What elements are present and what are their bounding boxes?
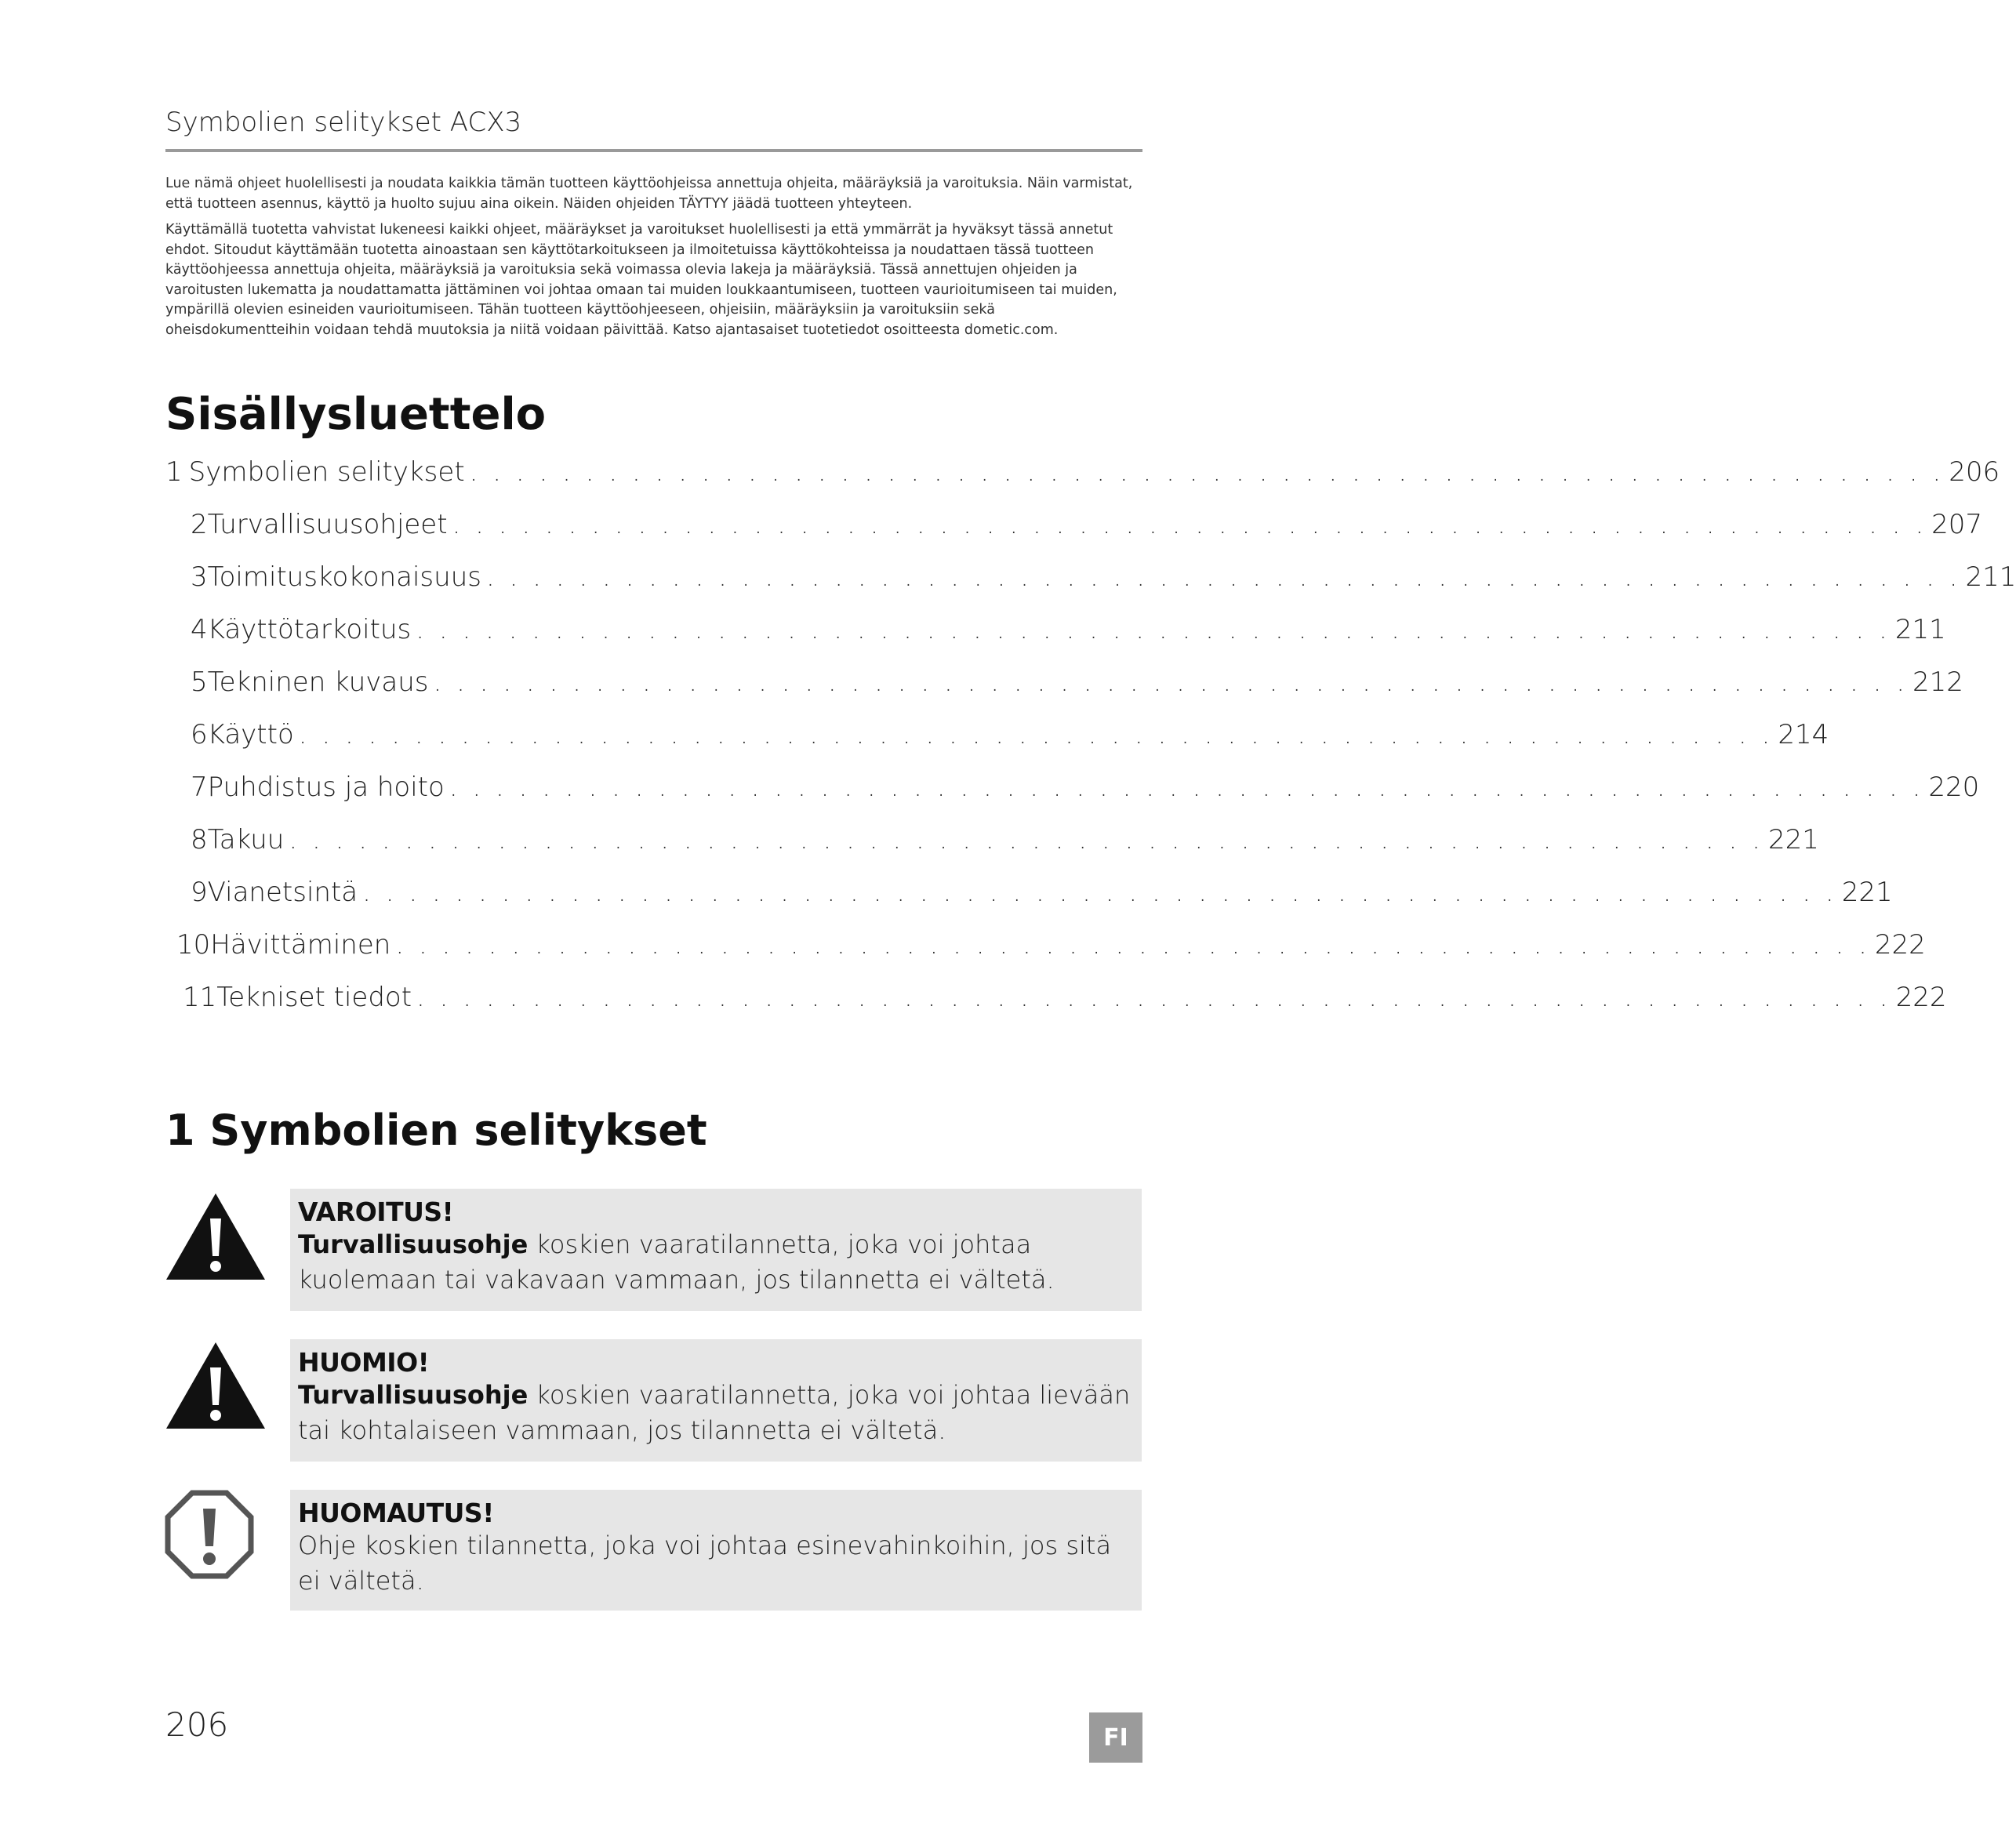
toc-leader-dots: . . . . . . . . . . . . . . . . . . . . . . . . . . . . . . . . . . . . . . . . . . . . . . . . . . . . . . . . . . . . . . . . (395, 929, 1870, 961)
toc-entry-label: Takuu (207, 824, 285, 855)
toc-entry-page: 222 (1874, 929, 1926, 961)
notice-bold-lead: Turvallisuusohje (298, 1380, 529, 1410)
notice-title: HUOMIO! (298, 1347, 430, 1378)
toc-entry-label: Tekninen kuvaus (207, 666, 429, 698)
notice-body: koskien vaaratilannetta, joka voi johtaa lievään tai kohtalaiseen vammaan, jos tilannetta ei vältetä. (298, 1380, 1131, 1445)
toc-entry-page: 211 (1965, 561, 2016, 593)
toc-entry-label: Vianetsintä (207, 877, 358, 908)
toc-leader-dots: . . . . . . . . . . . . . . . . . . . . . . . . . . . . . . . . . . . . . . . . . . . . . . . . . . . . . . . . . . . . . . . . (485, 561, 1961, 593)
toc-leader-dots: . . . . . . . . . . . . . . . . . . . . . . . . . . . . . . . . . . . . . . . . . . . . . . . . . . . . . . . . . . . . . . . . (433, 666, 1909, 698)
toc-leader-dots: . . . . . . . . . . . . . . . . . . . . . . . . . . . . . . . . . . . . . . . . . . . . . . . . . . . . . . . . . . . . . . . . (362, 877, 1837, 908)
toc-entry-label: Turvallisuusohjeet (207, 509, 448, 540)
toc-leader-dots: . . . . . . . . . . . . . . . . . . . . . . . . . . . . . . . . . . . . . . . . . . . . . . . . . . . . . . . . . . . . . . . . (289, 824, 1764, 855)
toc-entry-page: 214 (1778, 719, 1829, 750)
toc-entry[interactable] (165, 456, 2000, 500)
warning-triangle-icon (165, 1192, 267, 1281)
toc-entry[interactable] (165, 666, 1963, 710)
toc-title: Sisällysluettelo (165, 389, 547, 440)
intro-text (165, 174, 1142, 347)
toc-entry[interactable] (165, 929, 1926, 973)
notice-text: Ohje koskien tilannetta, joka voi johtaa esinevahinkoihin, jos sitä ei vältetä. (298, 1531, 1112, 1596)
toc-entry-number: 9 (191, 877, 208, 908)
toc-entry-number: 2 (191, 509, 208, 540)
page-number: 206 (165, 1705, 229, 1744)
toc-entry[interactable] (165, 982, 1947, 1026)
toc-leader-dots: . . . . . . . . . . . . . . . . . . . . . . . . . . . . . . . . . . . . . . . . . . . . . . . . . . . . . . . . . . . . . . . . (298, 719, 1774, 750)
intro-paragraph: Käyttämällä tuotetta vahvistat lukeneesi kaikki ohjeet, määräykset ja varoitukset huolellisesti ja että ymmärrät ja hyväksyt tässä annetut ehdot. Sitoudut käyttämään tuotetta ainoastaan sen käyttötarkoitukseen ja ilmoitetuissa käyttökohteissa ja noudattaen tässä tuotteen käyttöohjeessa annettuja ohjeita, määräyksiä ja varoituksia sekä voimassa olevia lakeja ja määräyksiä. Tässä annettujen ohjeiden ja varoitusten lukematta ja noudattamatta jättäminen voi johtaa omaan tai muiden loukkaantumiseen, tuotteen vaurioitumiseen tai muiden, ympärillä olevien esineiden vaurioitumiseen. Tähän tuotteen käyttöohjeeseen, ohjeisiin, määräyksiin ja varoituksiin sekä oheisdokumentteihin voidaan tehdä muutoksia ja niitä voidaan päivittää. Katso ajantasaiset tuotetiedot osoitteesta dometic.com. (165, 222, 1117, 338)
warning-notice (290, 1189, 1142, 1311)
notice-title: HUOMAUTUS! (298, 1498, 494, 1528)
toc-entry-number: 10 (176, 929, 211, 961)
language-badge: FI (1089, 1712, 1142, 1763)
notice-text (298, 1378, 1132, 1448)
toc-entry-page: 222 (1895, 982, 1947, 1013)
toc-entry-number: 5 (191, 666, 208, 698)
toc-entry-number: 4 (191, 614, 208, 645)
caution-triangle-icon (165, 1341, 267, 1430)
toc-entry[interactable] (165, 561, 2016, 605)
toc-entry-label: Käyttötarkoitus (207, 614, 412, 645)
toc-entry-number: 7 (191, 772, 208, 803)
notice-body: koskien vaaratilannetta, joka voi johtaa kuolemaan tai vakavaan vammaan, jos tilannetta ei vältetä. (298, 1229, 1055, 1295)
intro-paragraph: Lue nämä ohjeet huolellisesti ja noudata kaikkia tämän tuotteen käyttöohjeissa annettuja ohjeita, määräyksiä ja varoituksia. Näin varmistat, että tuotteen asennus, käyttö ja huolto sujuu aina oikein. Näiden ohjeiden TÄYTYY jäädä tuotteen yhteyteen. (165, 176, 1133, 212)
toc-entry[interactable] (165, 614, 1946, 658)
toc-entry-page: 220 (1928, 772, 1980, 803)
toc-entry-page: 207 (1931, 509, 1983, 540)
toc-entry-number: 6 (191, 719, 208, 750)
toc-entry-number: 8 (191, 824, 208, 855)
toc-entry[interactable] (165, 824, 1819, 868)
toc-entry[interactable] (165, 509, 1983, 553)
toc-entry-page: 221 (1767, 824, 1819, 855)
caution-notice (290, 1339, 1142, 1462)
notice-text (298, 1227, 1132, 1298)
toc-leader-dots: . . . . . . . . . . . . . . . . . . . . . . . . . . . . . . . . . . . . . . . . . . . . . . . . . . . . . . . . . . . . . . . . (416, 982, 1891, 1013)
notice-info (290, 1490, 1142, 1611)
toc-entry-label: Puhdistus ja hoito (207, 772, 445, 803)
toc-entry-page: 206 (1949, 456, 2000, 488)
toc-entry-page: 212 (1912, 666, 1963, 698)
running-header: Symbolien selitykset ACX3 (165, 107, 1142, 152)
toc-entry-page: 221 (1841, 877, 1893, 908)
toc-leader-dots: . . . . . . . . . . . . . . . . . . . . . . . . . . . . . . . . . . . . . . . . . . . . . . . . . . . . . . . . . . . . . . . . (416, 614, 1891, 645)
toc-entry-label: Hävittäminen (210, 929, 391, 961)
toc-entry-page: 211 (1894, 614, 1946, 645)
toc-entry-label: Symbolien selitykset (188, 456, 465, 488)
toc-leader-dots: . . . . . . . . . . . . . . . . . . . . . . . . . . . . . . . . . . . . . . . . . . . . . . . . . . . . . . . . . . . . . . . . (452, 509, 1927, 540)
notice-octagon-icon (165, 1490, 254, 1579)
toc-entry[interactable] (165, 877, 1893, 921)
toc-entry-number: 3 (191, 561, 208, 593)
toc-entry-label: Toimituskokonaisuus (207, 561, 481, 593)
toc-entry-number: 1 (165, 456, 183, 488)
toc-entry[interactable] (165, 772, 1980, 815)
notice-title: VAROITUS! (298, 1197, 454, 1227)
toc-entry-label: Tekniset tiedot (216, 982, 412, 1013)
section-title: 1 Symbolien selitykset (165, 1106, 707, 1155)
toc-leader-dots: . . . . . . . . . . . . . . . . . . . . . . . . . . . . . . . . . . . . . . . . . . . . . . . . . . . . . . . . . . . . . . . . (469, 456, 1945, 488)
notice-bold-lead: Turvallisuusohje (298, 1229, 529, 1259)
toc-entry-label: Käyttö (207, 719, 294, 750)
toc-entry[interactable] (165, 719, 1829, 763)
toc-leader-dots: . . . . . . . . . . . . . . . . . . . . . . . . . . . . . . . . . . . . . . . . . . . . . . . . . . . . . . . . . . . . . . . . (449, 772, 1924, 803)
toc-entry-number: 11 (183, 982, 217, 1013)
